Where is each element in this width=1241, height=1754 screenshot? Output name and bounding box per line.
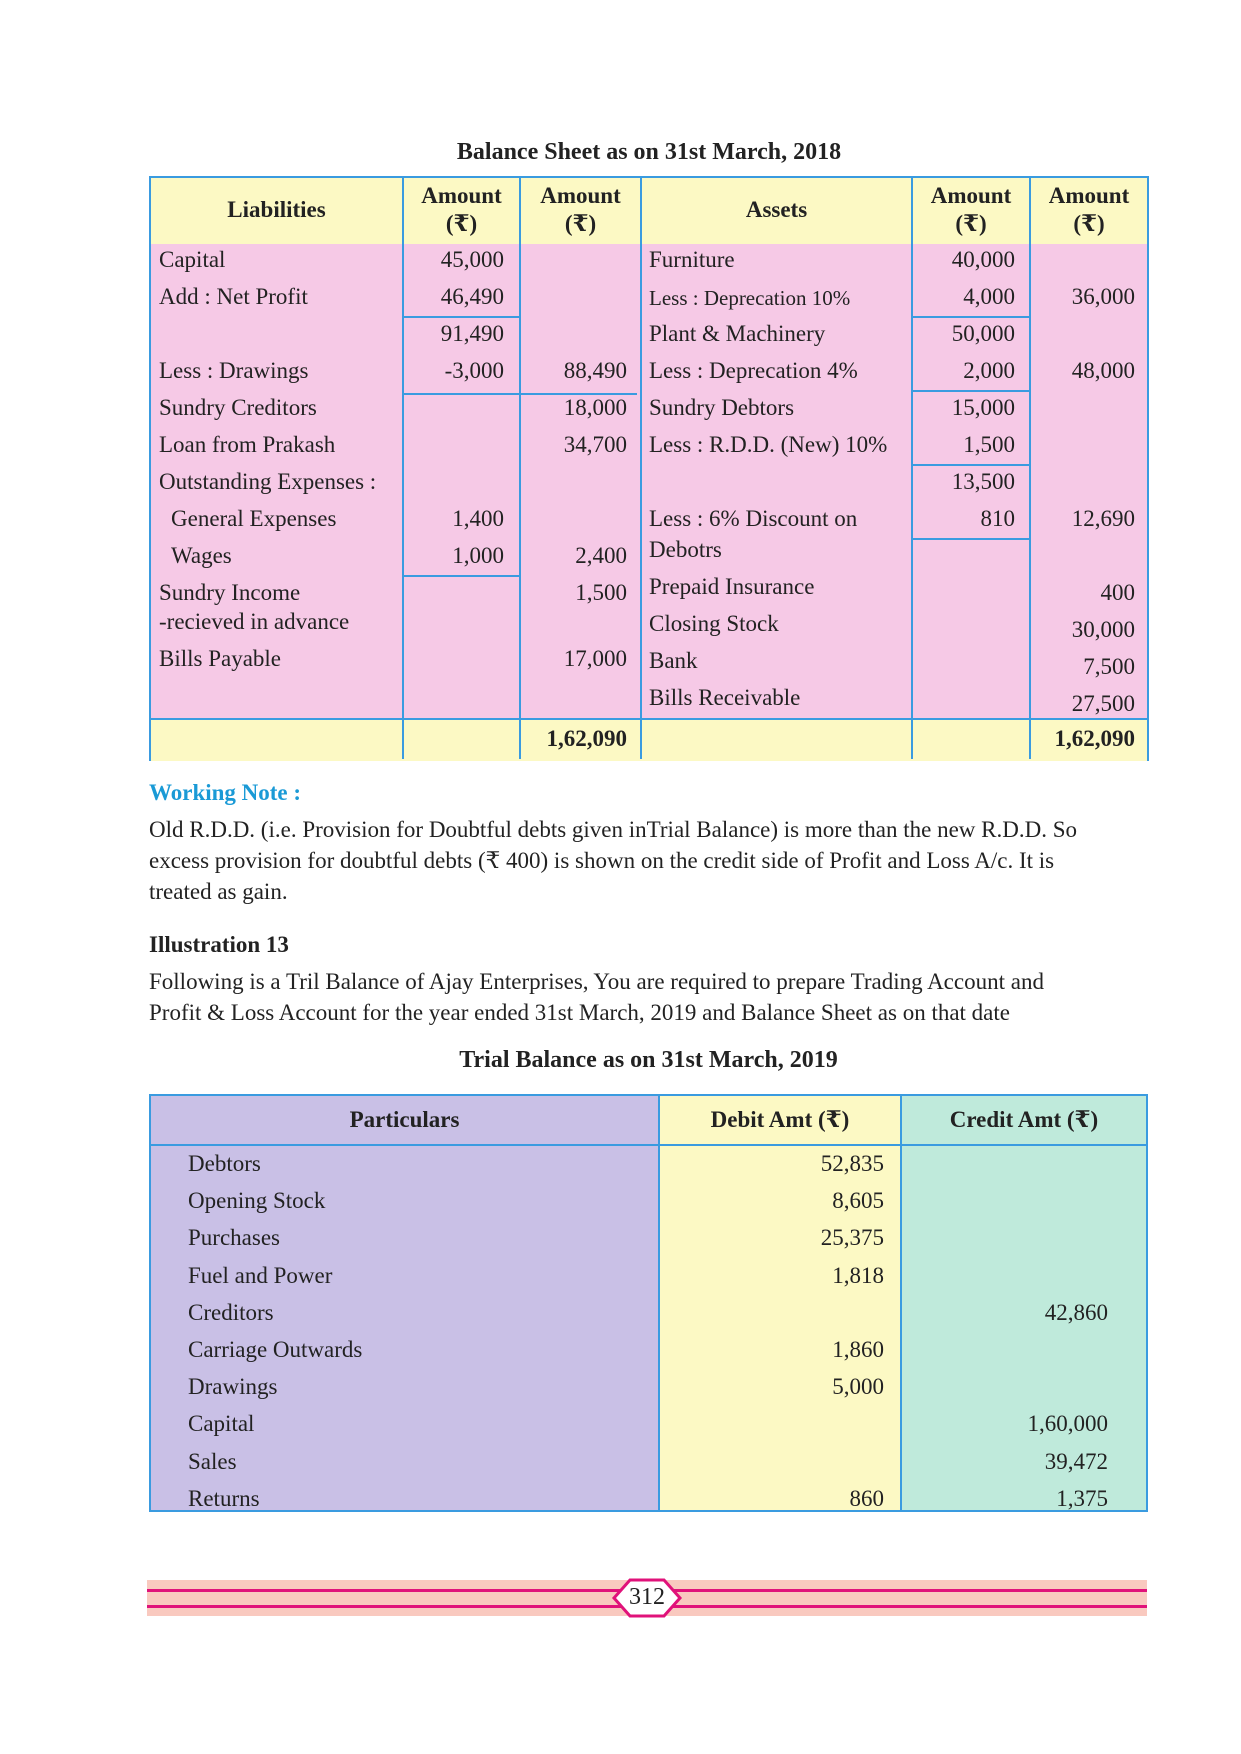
asset-plant-dep: Less : Deprecation 4%: [649, 358, 858, 383]
working-note-heading: Working Note :: [149, 780, 302, 805]
amt-furniture-dep: 4,000: [963, 284, 1015, 309]
illustration-text: Following is a Tril Balance of Ajay Enterprises, You are required to prepare Trading Account and Profit & Loss Account for the year ended 31st March, 2019 and Balance Sheet as on that date: [149, 969, 1044, 1025]
header-assets: Assets: [745, 197, 808, 222]
amt-debtors-net: 12,690: [1071, 506, 1135, 531]
page-number: 312: [629, 1584, 665, 1610]
tb-row-particular: Debtors: [188, 1151, 261, 1176]
tb-row-debit: 25,375: [820, 1225, 884, 1251]
asset-discount: Less : 6% Discount on: [649, 506, 858, 531]
tb-row-debit: 8,605: [832, 1188, 884, 1214]
tb-row-particular: Drawings: [188, 1374, 278, 1400]
tb-row-debit: 1,818: [832, 1262, 884, 1288]
balance-sheet-table: [149, 176, 1149, 761]
header-amount-3: Amount (₹): [930, 183, 1012, 236]
tb-row-particular: Capital: [188, 1411, 255, 1437]
amt-bills-receivable: 27,500: [1071, 691, 1135, 716]
amt-furniture: 40,000: [951, 247, 1015, 272]
amt-furniture-net: 36,000: [1071, 284, 1135, 309]
amt-debtors-sub: 13,500: [951, 469, 1015, 494]
asset-bills-receivable: Bills Receivable: [649, 685, 801, 710]
amt-outstanding-total: 2,400: [575, 543, 627, 568]
tb-header-credit: Credit Amt (₹): [949, 1107, 1099, 1132]
trial-balance-table: [149, 1094, 1148, 1512]
tb-row-debit: 860: [849, 1485, 884, 1511]
tb-header-particulars: Particulars: [349, 1107, 460, 1132]
amt-capital-total: 88,490: [563, 358, 627, 383]
liability-capital: Capital: [159, 247, 226, 272]
tb-row-particular: Opening Stock: [188, 1188, 326, 1214]
amt-bank: 7,500: [1083, 654, 1135, 679]
liability-bills-payable: Bills Payable: [159, 646, 282, 671]
amt-loan: 34,700: [563, 432, 627, 457]
illustration-heading: Illustration 13: [149, 932, 289, 957]
asset-closing-stock: Closing Stock: [649, 611, 779, 636]
amt-closing-stock: 30,000: [1071, 617, 1135, 642]
tb-row-particular: Sales: [188, 1448, 237, 1474]
amt-capital: 45,000: [440, 247, 504, 272]
amt-sundry-creditors: 18,000: [563, 395, 627, 420]
balance-sheet-title: Balance Sheet as on 31st March, 2018: [456, 139, 842, 165]
amt-wages: 1,000: [452, 543, 504, 568]
liability-net-profit: Add : Net Profit: [159, 284, 308, 309]
asset-furniture: Furniture: [649, 247, 735, 272]
amt-sundry-income: 1,500: [575, 580, 627, 605]
liability-outstanding: Outstanding Expenses :: [159, 469, 377, 494]
asset-furniture-dep: Less : Deprecation 10%: [649, 286, 851, 310]
tb-row-particular: Fuel and Power: [188, 1262, 333, 1288]
amt-rdd: 1,500: [963, 432, 1015, 457]
amt-prepaid: 400: [1100, 580, 1135, 605]
tb-row-particular: Carriage Outwards: [188, 1337, 363, 1362]
tb-row-credit: 39,472: [1044, 1448, 1108, 1474]
tb-row-credit: 1,60,000: [1027, 1411, 1108, 1437]
working-note-text: Old R.D.D. (i.e. Provision for Doubtful debts given inTrial Balance) is more than the new R.D.D. So excess provision for doubtful debts (₹ 400) is shown on the credit side of Profit and Loss A/c. It is treated as gain.: [149, 817, 1077, 904]
asset-discount-2: Debotrs: [649, 537, 722, 562]
liability-general-expenses: General Expenses: [171, 506, 337, 531]
tb-row-particular: Creditors: [188, 1299, 274, 1325]
tb-row-particular: Returns: [188, 1485, 260, 1511]
asset-prepaid: Prepaid Insurance: [649, 574, 815, 599]
amt-general-expenses: 1,400: [452, 506, 504, 531]
header-amount-4: Amount (₹): [1048, 183, 1130, 236]
asset-rdd: Less : R.D.D. (New) 10%: [649, 432, 888, 457]
header-amount-1: Amount (₹): [421, 183, 502, 236]
amt-discount: 810: [980, 506, 1015, 531]
liability-sundry-income-2: -recieved in advance: [159, 609, 350, 634]
tb-row-credit: 42,860: [1044, 1299, 1108, 1325]
header-liabilities: Liabilities: [227, 197, 326, 222]
tb-row-particular: Purchases: [188, 1225, 280, 1251]
assets-total: 1,62,090: [1054, 726, 1135, 751]
tb-row-debit: 5,000: [832, 1374, 884, 1400]
header-amount-2: Amount (₹): [540, 183, 621, 236]
asset-plant: Plant & Machinery: [649, 321, 826, 346]
liability-loan: Loan from Prakash: [159, 432, 336, 457]
asset-bank: Bank: [649, 648, 698, 673]
amt-drawings: -3,000: [444, 358, 504, 383]
amt-subtotal: 91,490: [440, 321, 504, 346]
tb-header-debit: Debit Amt (₹): [710, 1107, 850, 1132]
amt-debtors: 15,000: [951, 395, 1015, 420]
amt-bills-payable: 17,000: [563, 646, 627, 671]
tb-row-debit: 1,860: [832, 1337, 884, 1362]
asset-debtors: Sundry Debtors: [649, 395, 795, 420]
liability-drawings: Less : Drawings: [159, 358, 309, 383]
liability-sundry-creditors: Sundry Creditors: [159, 395, 317, 420]
amt-plant-net: 48,000: [1071, 358, 1135, 383]
amt-net-profit: 46,490: [440, 284, 504, 309]
amt-plant-dep: 2,000: [963, 358, 1015, 383]
liabilities-total: 1,62,090: [546, 726, 627, 751]
tb-row-credit: 1,375: [1056, 1485, 1108, 1511]
trial-balance-title: Trial Balance as on 31st March, 2019: [459, 1047, 838, 1073]
liability-wages: Wages: [171, 543, 232, 568]
liability-sundry-income: Sundry Income: [159, 580, 301, 605]
amt-plant: 50,000: [951, 321, 1015, 346]
tb-row-debit: 52,835: [820, 1151, 884, 1176]
